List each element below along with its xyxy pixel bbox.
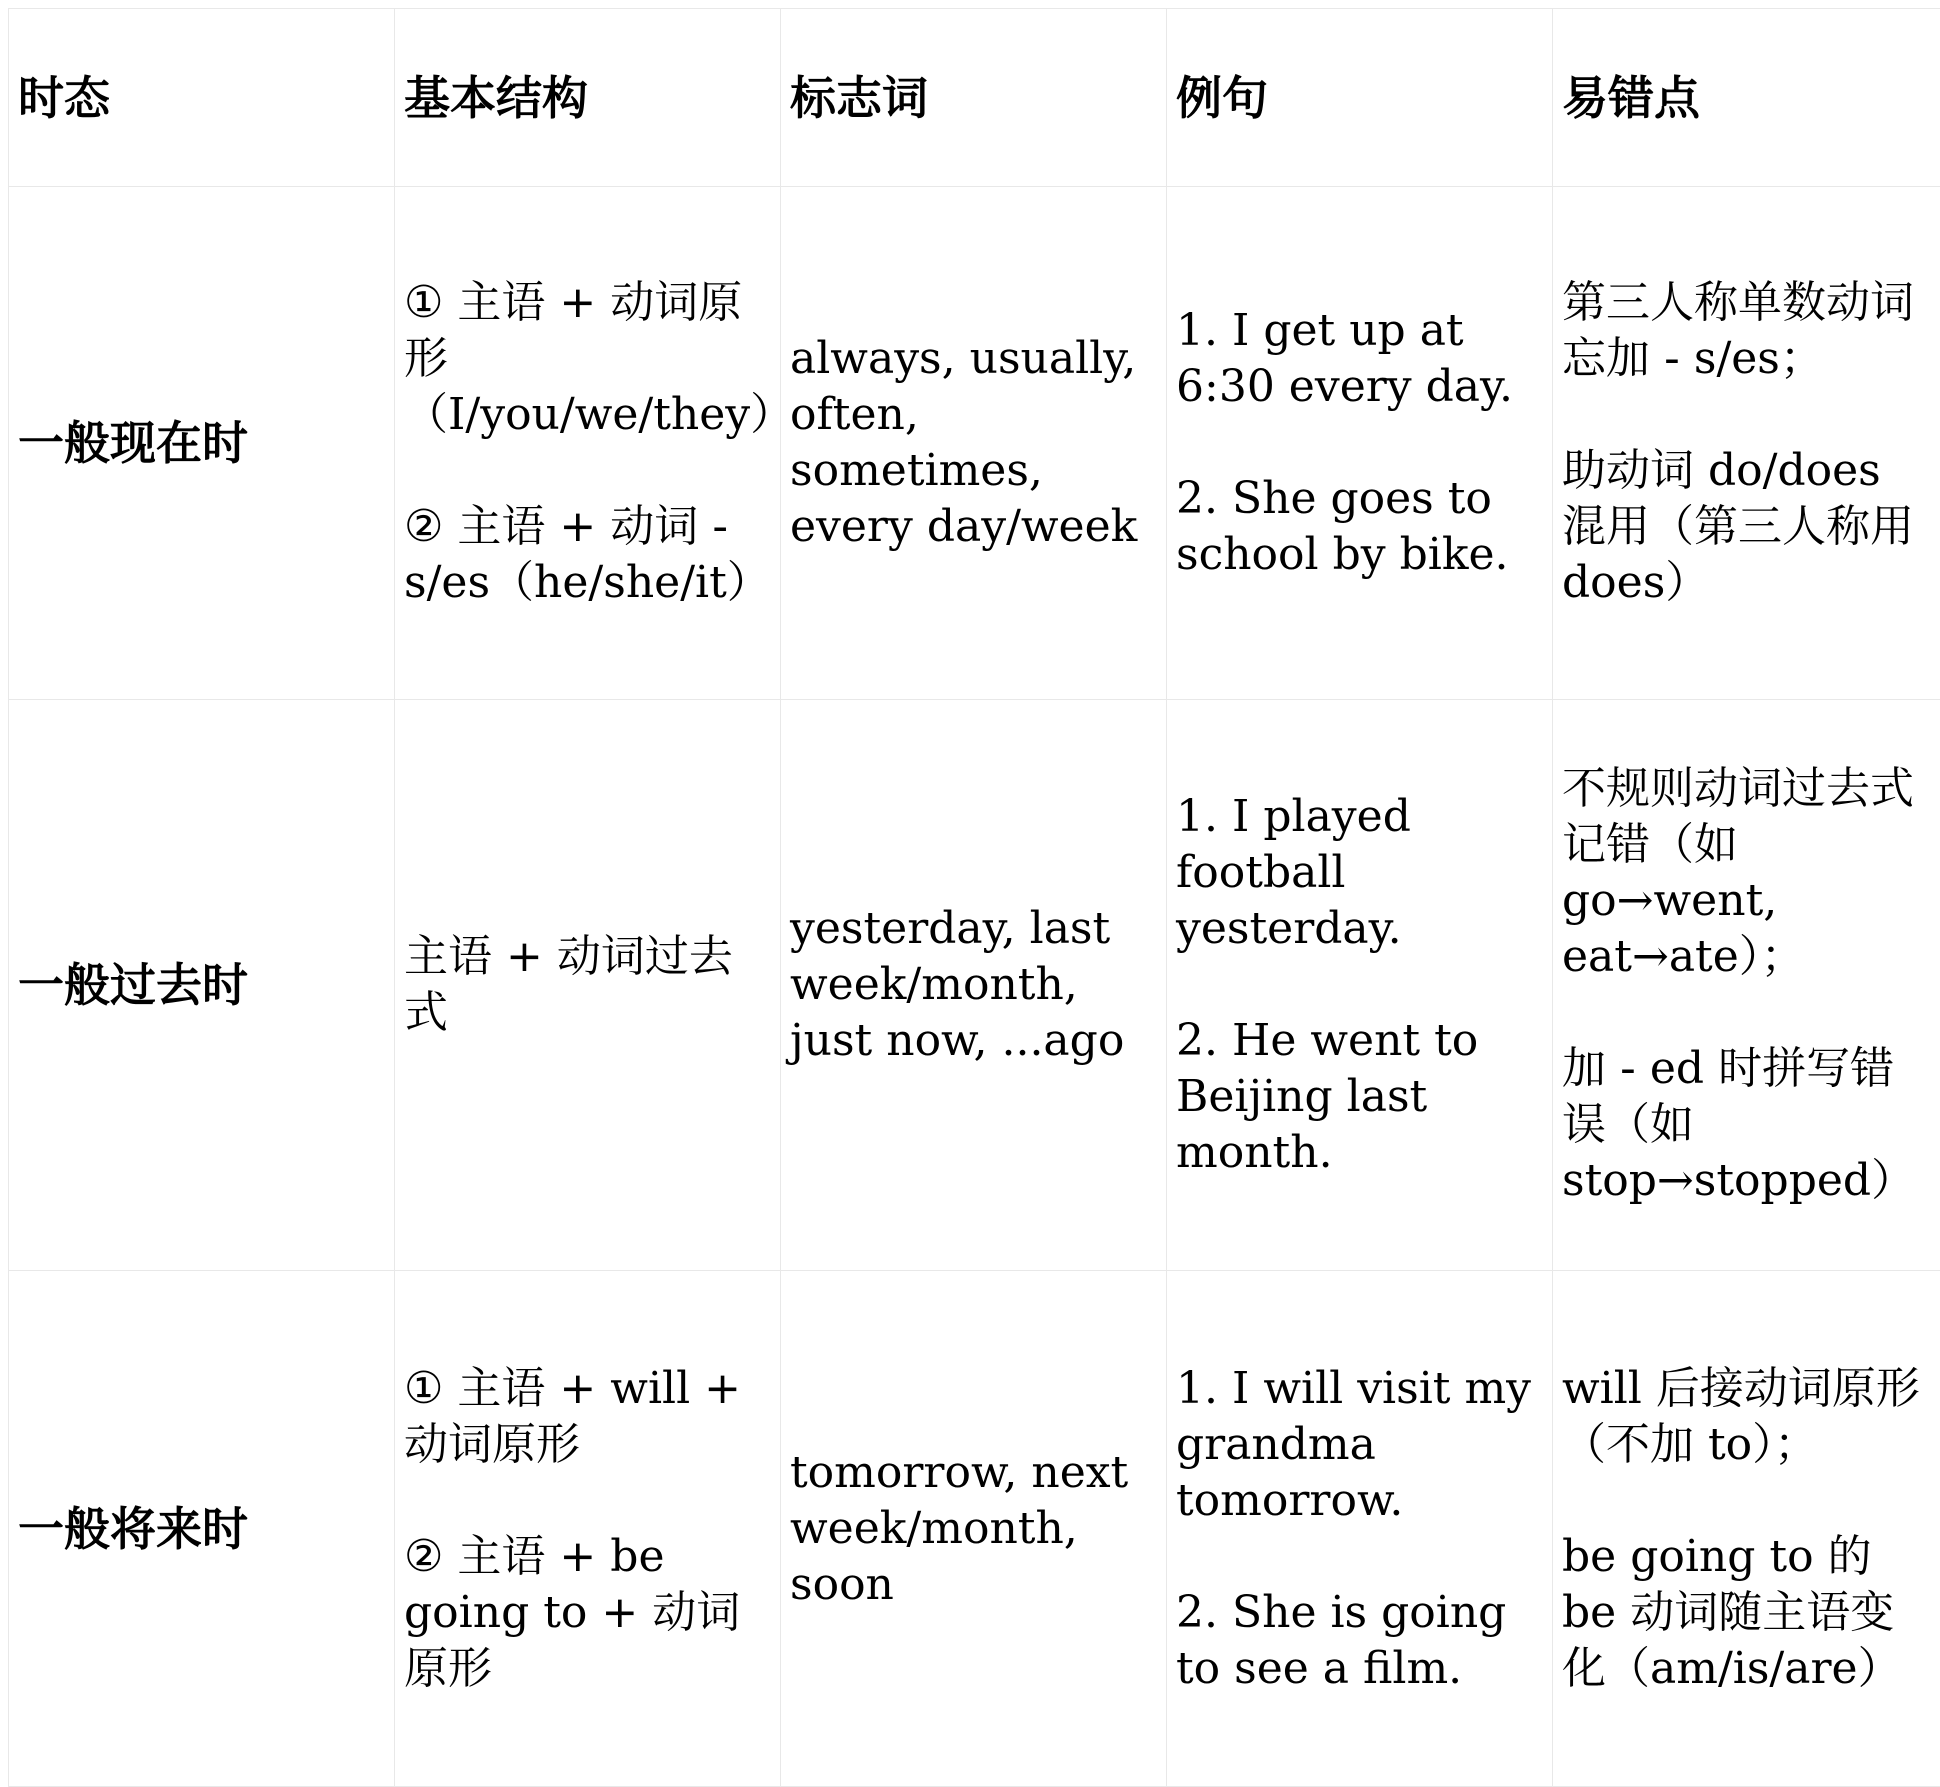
structure-line-1: ① 主语 + 动词原形（I/you/we/they） bbox=[404, 275, 774, 443]
table-header-row bbox=[9, 9, 1940, 187]
signal-words-cell: always, usually, often, sometimes, every day/week bbox=[781, 187, 1167, 700]
tense-name-cell: 一般过去时 bbox=[9, 700, 395, 1271]
example-1: 1. I played football yesterday. bbox=[1176, 789, 1546, 957]
examples-cell bbox=[1167, 187, 1553, 700]
mistake-1: 第三人称单数动词忘加 - s/es； bbox=[1562, 275, 1934, 387]
tense-table bbox=[8, 8, 1940, 1787]
example-2: 2. She goes to school by bike. bbox=[1176, 471, 1546, 583]
examples-cell bbox=[1167, 1271, 1553, 1787]
example-2: 2. He went to Beijing last month. bbox=[1176, 1013, 1546, 1181]
header-examples: 例句 bbox=[1167, 9, 1553, 187]
structure-line-2: ② 主语 + 动词 - s/es（he/she/it） bbox=[404, 499, 774, 611]
tense-table-container bbox=[8, 8, 1940, 1787]
signal-words-cell: tomorrow, next week/month, soon bbox=[781, 1271, 1167, 1787]
table-row bbox=[9, 700, 1940, 1271]
signal-words-cell: yesterday, last week/month, just now, ...ago bbox=[781, 700, 1167, 1271]
tense-name-cell: 一般现在时 bbox=[9, 187, 395, 700]
mistakes-cell bbox=[1553, 700, 1940, 1271]
structure-line-1: ① 主语 + will + 动词原形 bbox=[404, 1361, 774, 1473]
mistake-2: 加 - ed 时拼写错误（如 stop→stopped） bbox=[1562, 1041, 1934, 1209]
examples-cell bbox=[1167, 700, 1553, 1271]
header-signal-words: 标志词 bbox=[781, 9, 1167, 187]
structure-cell bbox=[395, 187, 781, 700]
mistake-1: 不规则动词过去式记错（如 go→went, eat→ate）； bbox=[1562, 761, 1934, 985]
structure-cell bbox=[395, 700, 781, 1271]
mistake-2: 助动词 do/does 混用（第三人称用 does） bbox=[1562, 443, 1934, 611]
example-1: 1. I get up at 6:30 every day. bbox=[1176, 303, 1546, 415]
mistakes-cell bbox=[1553, 187, 1940, 700]
table-row bbox=[9, 187, 1940, 700]
table-row bbox=[9, 1271, 1940, 1787]
structure-line-1: 主语 + 动词过去式 bbox=[404, 929, 774, 1041]
header-mistakes: 易错点 bbox=[1553, 9, 1940, 187]
structure-line-2: ② 主语 + be going to + 动词原形 bbox=[404, 1529, 774, 1697]
example-1: 1. I will visit my grandma tomorrow. bbox=[1176, 1361, 1546, 1529]
mistake-1: will 后接动词原形（不加 to）； bbox=[1562, 1361, 1934, 1473]
tense-name-cell: 一般将来时 bbox=[9, 1271, 395, 1787]
structure-cell bbox=[395, 1271, 781, 1787]
header-tense: 时态 bbox=[9, 9, 395, 187]
mistake-2: be going to 的 be 动词随主语变化（am/is/are） bbox=[1562, 1529, 1934, 1697]
mistakes-cell bbox=[1553, 1271, 1940, 1787]
header-structure: 基本结构 bbox=[395, 9, 781, 187]
example-2: 2. She is going to see a film. bbox=[1176, 1585, 1546, 1697]
